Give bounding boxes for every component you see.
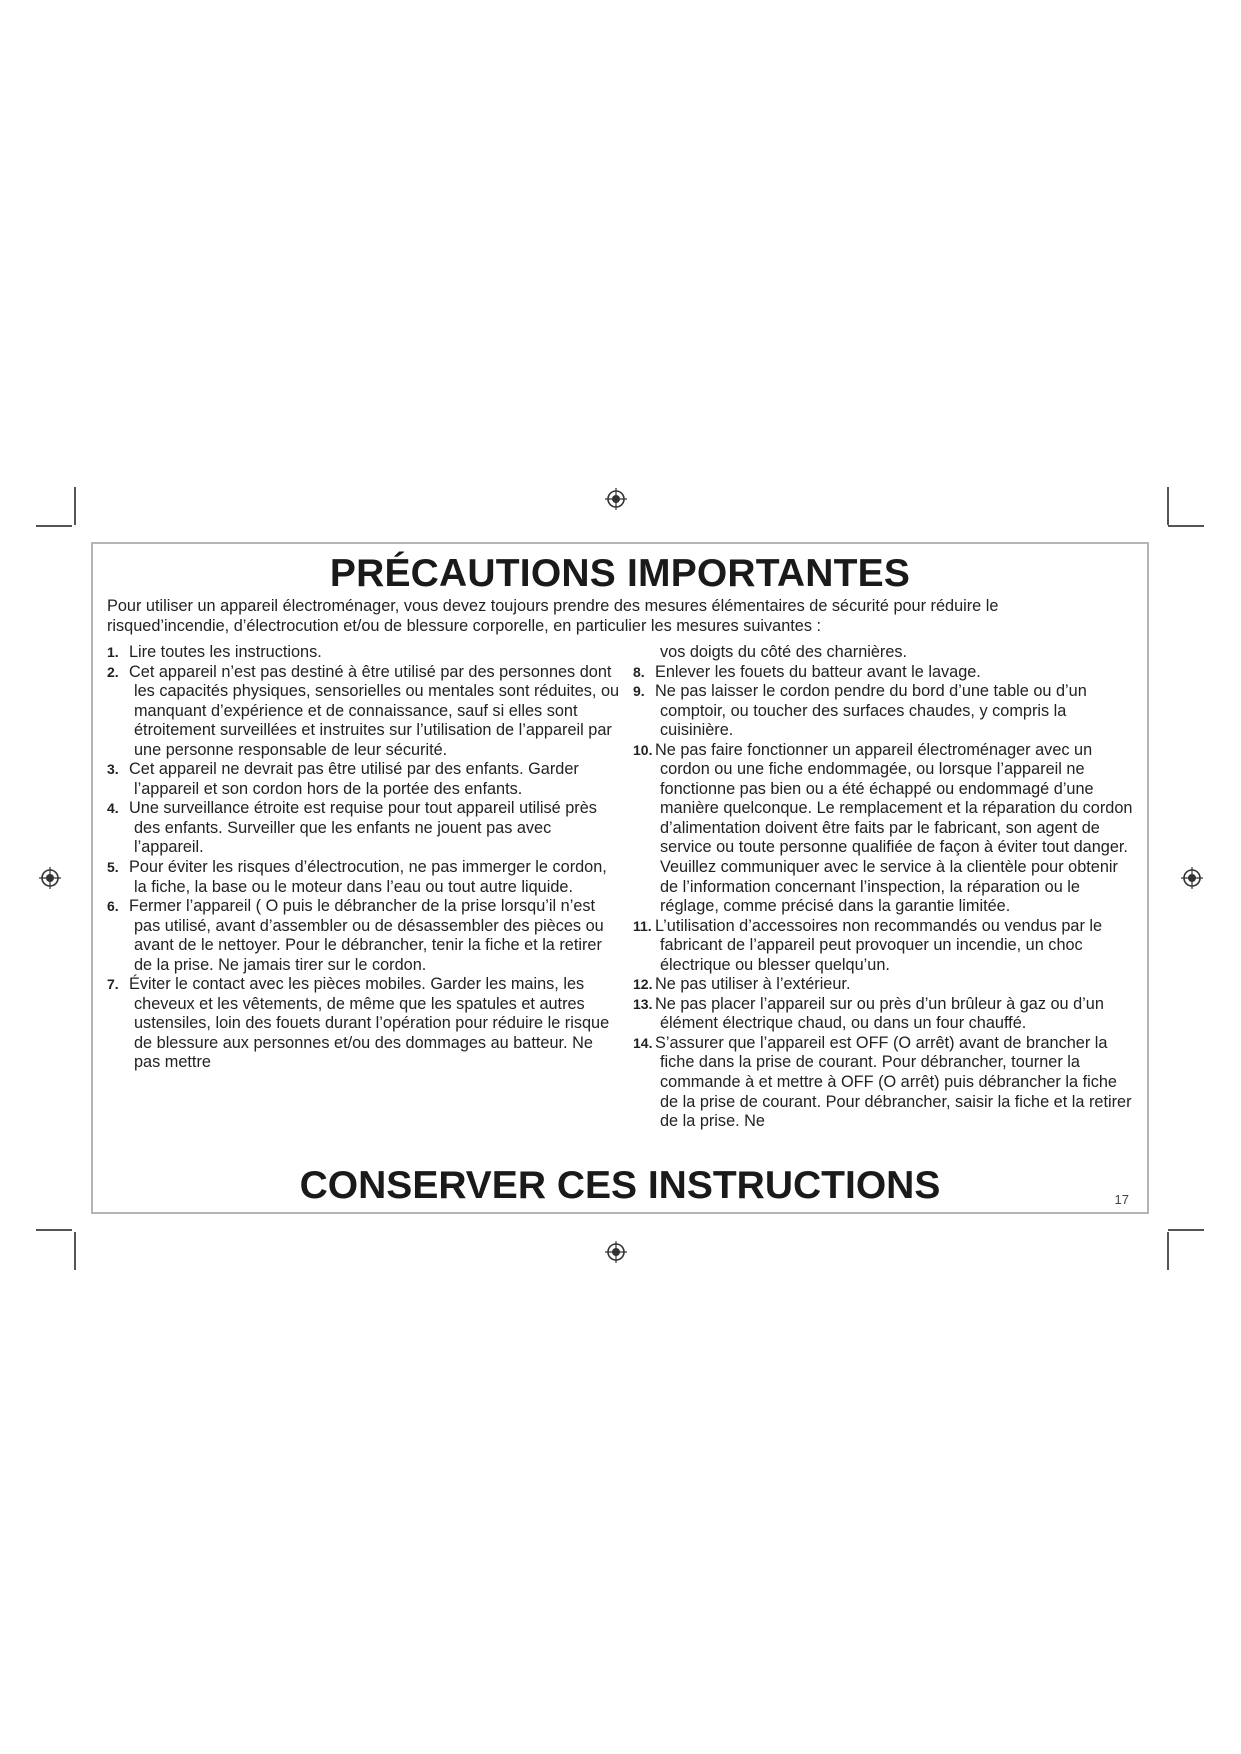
registration-mark-left-icon [38,866,62,890]
crop-mark-bottom-left-vertical [74,1232,76,1270]
crop-mark-bottom-right-horizontal [1168,1229,1204,1231]
intro-paragraph: Pour utiliser un appareil électroménager, vous devez toujours prendre des mesures élémentaires de sécurité pour réduire le risqued’incendie, d’électrocution et/ou de blessure corporelle, en particulier les mesures suivantes : [107,597,999,635]
list-item: 9. Ne pas laisser le cordon pendre du bord d’une table ou d’un comptoir, ou toucher des surfaces chaudes, y compris la cuisinière. [633,682,1087,740]
instructions-column-right [633,643,1135,1132]
list-item: 11. L’utilisation d’accessoires non recommandés ou vendus par le fabricant de l’appareil peut provoquer un incendie, un choc électrique ou blesser quelqu’un. [633,916,1103,974]
list-item: 1. Lire toutes les instructions. [107,643,322,661]
footer-title: CONSERVER CES INSTRUCTIONS [299,1164,941,1207]
page-number: 17 [1114,1192,1129,1207]
list-item: 8. Enlever les fouets du batteur avant le lavage. [633,662,981,681]
crop-mark-top-right-horizontal [1168,525,1204,527]
page-title: PRÉCAUTIONS IMPORTANTES [329,552,911,595]
list-item: 4. Une surveillance étroite est requise pour tout appareil utilisé près des enfants. Surveiller que les enfants ne jouent pas avec l’appareil. [107,799,597,857]
list-item: 14. S’assurer que l’appareil est OFF (O arrêt) avant de brancher la fiche dans la prise de courant. Pour débrancher, tourner la commande à et mettre à OFF (O arrêt) puis débrancher la fiche de la prise de courant. Pour débrancher, saisir la fiche et la retirer de la prise. Ne [633,1033,1132,1131]
crop-mark-top-left-horizontal [36,525,72,527]
instructions-column-left [107,643,623,1073]
crop-mark-bottom-left-horizontal [36,1229,72,1231]
list-item: 7. Éviter le contact avec les pièces mobiles. Garder les mains, les cheveux et les vêtements, de même que les spatules et autres ustensiles, loin des fouets durant l’opération pour réduire le risque de blessure aux personnes et/ou des dommages au batteur. Ne pas mettre [107,975,610,1072]
registration-mark-top-icon [604,487,628,511]
list-item-continuation: vos doigts du côté des charnières. [660,643,908,661]
safeguards-panel [91,542,1149,1214]
list-item: 6. Fermer l’appareil ( O puis le débrancher de la prise lorsqu’il n’est pas utilisé, avant d’assembler ou de désassembler des pièces ou avant de le nettoyer. Pour le débrancher, tenir la fiche et la retirer de la prise. Ne jamais tirer sur le cordon. [107,897,604,974]
list-item: 2. Cet appareil n’est pas destiné à être utilisé par des personnes dont les capacités physiques, sensorielles ou mentales sont réduites, ou manquant d’expérience et de connaissance, sauf si elles sont étroitement surveillées et instruites sur l’utilisation de l’appareil par une personne responsable de leur sécurité. [107,662,620,759]
list-item: 13. Ne pas placer l’appareil sur ou près d’un brûleur à gaz ou d’un élément électrique chaud, ou dans un four chauffé. [633,994,1104,1033]
list-item: 12. Ne pas utiliser à l’extérieur. [633,975,851,994]
crop-mark-top-right-vertical [1167,487,1169,525]
crop-mark-bottom-right-vertical [1167,1232,1169,1270]
registration-mark-right-icon [1180,866,1204,890]
registration-mark-bottom-icon [604,1240,628,1264]
list-item: 3. Cet appareil ne devrait pas être utilisé par des enfants. Garder l’appareil et son cordon hors de la portée des enfants. [107,760,579,798]
list-item: 10. Ne pas faire fonctionner un appareil électroménager avec un cordon ou une fiche endommagée, ou lorsque l’appareil ne fonctionne pas bien ou a été échappé ou endommagé d’une manière quelconque. Le remplacement et la réparation du cordon d’alimentation doivent être faits par le fabricant, son agent de service ou toute personne qualifiée de façon à éviter tout danger. Veuillez communiquer avec le service à la clientèle pour obtenir de l’information concernant l’inspection, la réparation ou le réglage, comme précisé dans la garantie limitée. [633,740,1133,916]
crop-mark-top-left-vertical [74,487,76,525]
list-item: 5. Pour éviter les risques d’électrocution, ne pas immerger le cordon, la fiche, la base ou le moteur dans l’eau ou tout autre liquide. [107,858,607,896]
